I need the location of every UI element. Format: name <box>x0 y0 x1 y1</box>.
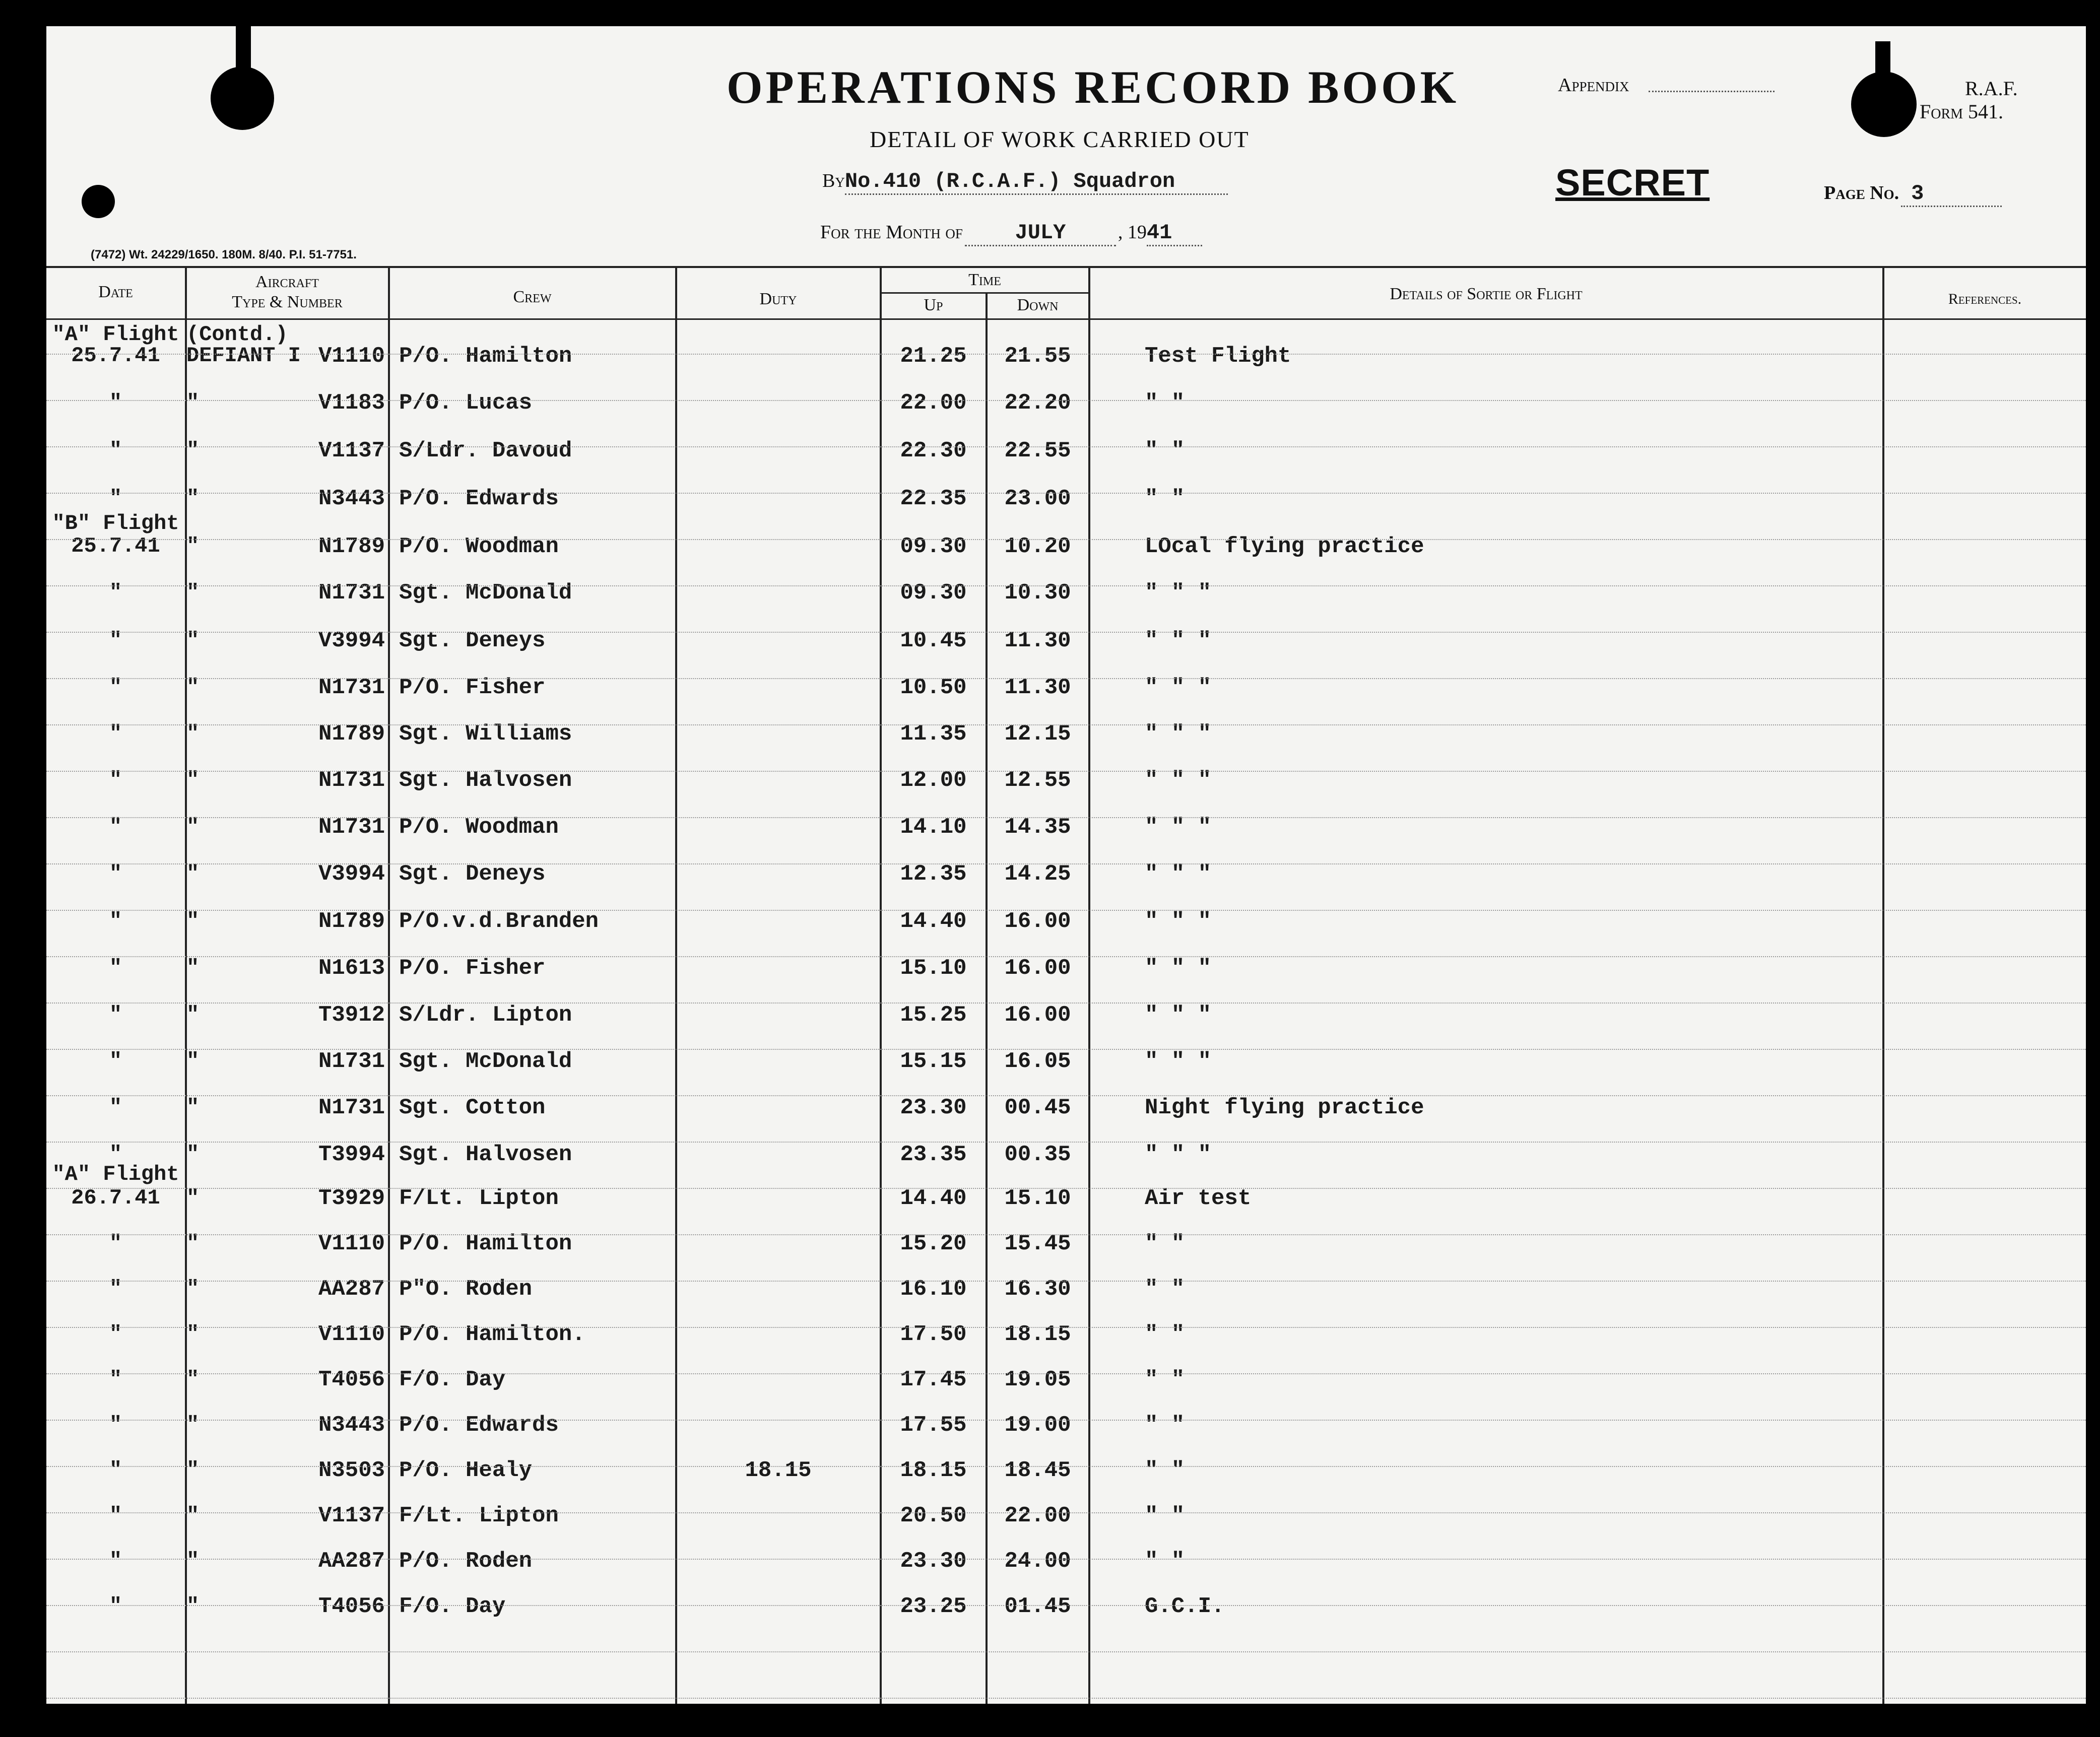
col-divider-details <box>1882 266 1884 1704</box>
cell-type: " <box>186 390 200 415</box>
cell-type: " <box>186 1186 200 1210</box>
cell-down: 00.45 <box>1004 1095 1071 1120</box>
cell-down: 22.00 <box>1004 1503 1071 1528</box>
cell-down: 14.25 <box>1004 861 1071 887</box>
cell-details: " " " <box>1145 1049 1212 1074</box>
cell-down: 11.30 <box>1004 675 1071 700</box>
ruling-line <box>46 910 2086 911</box>
cell-number: T4056 <box>318 1367 385 1392</box>
cell-number: V1137 <box>318 438 385 463</box>
cell-type: " <box>186 861 200 886</box>
month-value: JULY <box>965 221 1116 246</box>
cell-number: N1731 <box>318 1095 385 1120</box>
cell-number: V3994 <box>318 628 385 653</box>
ruling-line <box>46 1003 2086 1004</box>
cell-date: " <box>109 1503 122 1527</box>
ruling-line <box>46 678 2086 679</box>
cell-type: " <box>186 721 200 746</box>
cell-up: 11.35 <box>900 721 967 747</box>
cell-up: 18.15 <box>900 1458 967 1483</box>
header-bottom-border <box>46 318 2086 320</box>
cell-crew: Sgt. Halvosen <box>399 768 572 793</box>
cell-down: 10.20 <box>1004 534 1071 559</box>
cell-details: " " <box>1145 390 1185 416</box>
cell-crew: Sgt. Deneys <box>399 861 546 887</box>
cell-up: 14.40 <box>900 909 967 934</box>
cell-type: " <box>186 438 200 462</box>
cell-crew: P/O.v.d.Branden <box>399 909 599 934</box>
cell-details: Test Flight <box>1145 344 1291 369</box>
cell-crew: P/O. Edwards <box>399 1413 559 1438</box>
ruling-line <box>46 1651 2086 1652</box>
cell-up: 10.45 <box>900 628 967 653</box>
cell-number: T3929 <box>318 1186 385 1211</box>
cell-details: " " " <box>1145 815 1212 840</box>
cell-down: 19.05 <box>1004 1367 1071 1392</box>
cell-number: N1731 <box>318 675 385 700</box>
cell-date: " <box>109 909 122 933</box>
ruling-line <box>46 493 2086 494</box>
cell-up: 14.10 <box>900 815 967 840</box>
cell-up: 22.30 <box>900 438 967 463</box>
cell-date: " <box>109 1594 122 1618</box>
cell-up: 15.25 <box>900 1003 967 1028</box>
cell-number: V1110 <box>318 1231 385 1256</box>
col-header-time: Time <box>968 271 1001 289</box>
time-split-line <box>880 292 1088 294</box>
cell-type: " <box>186 534 200 558</box>
month-label: For the Month of <box>820 222 963 243</box>
raf-label: R.A.F. <box>1965 77 2018 100</box>
cell-crew: Sgt. Cotton <box>399 1095 546 1120</box>
cell-number: T3994 <box>318 1142 385 1167</box>
cell-date: 25.7.41 <box>71 344 160 368</box>
page-number: 3 <box>1901 181 2002 207</box>
cell-down: 21.55 <box>1004 344 1071 369</box>
cell-crew: Sgt. Williams <box>399 721 572 747</box>
cell-number: V1183 <box>318 390 385 416</box>
cell-type: " <box>186 1003 200 1027</box>
cell-date: " <box>109 580 122 605</box>
ruling-line <box>46 354 2086 355</box>
ruling-line <box>46 585 2086 586</box>
cell-down: 00.35 <box>1004 1142 1071 1167</box>
col-header-date: Date <box>98 283 133 301</box>
cell-date: "A" Flight <box>52 322 179 347</box>
cell-date: " <box>109 815 122 839</box>
cell-date: " <box>109 1549 122 1573</box>
cell-number: V3994 <box>318 861 385 887</box>
cell-down: 23.00 <box>1004 486 1071 511</box>
ruling-line <box>46 1281 2086 1282</box>
cell-number: N1731 <box>318 1049 385 1074</box>
cell-date: " <box>109 1458 122 1482</box>
cell-crew: Sgt. Deneys <box>399 628 546 653</box>
col-header-aircraft-line1: Aircraft <box>255 273 319 291</box>
cell-details: LOcal flying practice <box>1145 534 1424 559</box>
cell-crew: Sgt. McDonald <box>399 1049 572 1074</box>
cell-down: 16.00 <box>1004 1003 1071 1028</box>
cell-type: " <box>186 1458 200 1482</box>
cell-details: " " " <box>1145 1142 1212 1167</box>
punch-hole-small <box>82 185 115 218</box>
cell-up: 21.25 <box>900 344 967 369</box>
cell-date: " <box>109 675 122 699</box>
cell-crew: P/O. Woodman <box>399 815 559 840</box>
binder-hole-right <box>1851 72 1917 137</box>
cell-number: N1731 <box>318 580 385 606</box>
cell-type: " <box>186 956 200 980</box>
cell-crew: P"O. Roden <box>399 1277 533 1302</box>
ruling-line <box>46 1605 2086 1606</box>
col-header-details: Details of Sortie or Flight <box>1390 285 1583 303</box>
cell-crew: F/Lt. Lipton <box>399 1186 559 1211</box>
cell-date: " <box>109 438 122 462</box>
secret-stamp: SECRET <box>1555 162 1710 204</box>
ruling-line <box>46 1095 2086 1096</box>
cell-number: T4056 <box>318 1594 385 1619</box>
ruling-line <box>46 1420 2086 1421</box>
table-top-border <box>46 266 2086 268</box>
cell-details: G.C.I. <box>1145 1594 1225 1619</box>
squadron-line <box>822 169 1228 195</box>
cell-crew: S/Ldr. Davoud <box>399 438 572 463</box>
cell-crew: P/O. Woodman <box>399 534 559 559</box>
page-number-line <box>1824 181 2002 207</box>
cell-date: 26.7.41 <box>71 1186 160 1210</box>
cell-up: 14.40 <box>900 1186 967 1211</box>
cell-up: 23.30 <box>900 1095 967 1120</box>
cell-date: " <box>109 1231 122 1255</box>
cell-crew: Sgt. Halvosen <box>399 1142 572 1167</box>
cell-date: 25.7.41 <box>71 534 160 558</box>
cell-up: 20.50 <box>900 1503 967 1528</box>
cell-down: 18.15 <box>1004 1322 1071 1347</box>
cell-date: " <box>109 956 122 980</box>
cell-up: 12.35 <box>900 861 967 887</box>
cell-crew: F/O. Day <box>399 1594 506 1619</box>
cell-details: " " " <box>1145 580 1212 606</box>
ruling-line <box>46 1466 2086 1467</box>
cell-crew: P/O. Hamilton. <box>399 1322 585 1347</box>
cell-down: 16.00 <box>1004 956 1071 981</box>
cell-details: " " " <box>1145 768 1212 793</box>
ruling-line <box>46 400 2086 401</box>
cell-type: " <box>186 580 200 605</box>
cell-number: AA287 <box>318 1549 385 1574</box>
col-header-up: Up <box>924 296 943 314</box>
col-divider-duty <box>880 266 882 1704</box>
cell-type: (Contd.) <box>186 322 288 347</box>
ruling-line <box>46 1327 2086 1328</box>
cell-details: " " " <box>1145 861 1212 887</box>
cell-crew: Sgt. McDonald <box>399 580 572 606</box>
cell-down: 12.55 <box>1004 768 1071 793</box>
cell-number: T3912 <box>318 1003 385 1028</box>
cell-number: N1731 <box>318 815 385 840</box>
cell-details: " " " <box>1145 721 1212 747</box>
ruling-line <box>46 1512 2086 1513</box>
cell-up: 15.10 <box>900 956 967 981</box>
cell-type: " <box>186 1095 200 1119</box>
cell-crew: P/O. Hamilton <box>399 1231 572 1256</box>
cell-details: " " " <box>1145 675 1212 700</box>
col-header-crew: Crew <box>513 288 552 306</box>
cell-type: " <box>186 1594 200 1618</box>
cell-details: " " <box>1145 1231 1185 1256</box>
cell-up: 12.00 <box>900 768 967 793</box>
cell-crew: F/O. Day <box>399 1367 506 1392</box>
col-header-aircraft <box>186 272 388 312</box>
ruling-line <box>46 1142 2086 1143</box>
cell-crew: F/Lt. Lipton <box>399 1503 559 1528</box>
cell-type: " <box>186 1231 200 1255</box>
cell-up: 10.50 <box>900 675 967 700</box>
cell-number: N1731 <box>318 768 385 793</box>
cell-down: 01.45 <box>1004 1594 1071 1619</box>
cell-up: 15.15 <box>900 1049 967 1074</box>
cell-down: 16.00 <box>1004 909 1071 934</box>
cell-details: Air test <box>1145 1186 1252 1211</box>
cell-details: " " " <box>1145 909 1212 934</box>
ruling-line <box>46 1188 2086 1189</box>
cell-date: " <box>109 861 122 886</box>
cell-crew: P/O. Lucas <box>399 390 533 416</box>
cell-date: " <box>109 1413 122 1437</box>
cell-type: " <box>186 1049 200 1073</box>
cell-details: " " <box>1145 438 1185 463</box>
cell-number: N1789 <box>318 909 385 934</box>
cell-down: 10.30 <box>1004 580 1071 606</box>
cell-crew: P/O. Edwards <box>399 486 559 511</box>
cell-up: 22.00 <box>900 390 967 416</box>
cell-date: " <box>109 768 122 792</box>
cell-crew: P/O. Fisher <box>399 675 546 700</box>
ruling-line <box>46 863 2086 864</box>
cell-details: " " <box>1145 1322 1185 1347</box>
cell-down: 16.05 <box>1004 1049 1071 1074</box>
cell-down: 12.15 <box>1004 721 1071 747</box>
col-header-aircraft-line2: Type & Number <box>232 293 343 311</box>
cell-crew: P/O. Hamilton <box>399 344 572 369</box>
appendix-label: Appendix <box>1558 75 1629 96</box>
col-divider-down <box>1088 266 1090 1704</box>
cell-details: " " <box>1145 1503 1185 1528</box>
ruling-line <box>46 771 2086 772</box>
ruling-line <box>46 632 2086 633</box>
ruling-line <box>46 956 2086 957</box>
col-header-down: Down <box>1017 296 1059 314</box>
cell-number: V1110 <box>318 1322 385 1347</box>
cell-details: " " " <box>1145 956 1212 981</box>
cell-up: 17.50 <box>900 1322 967 1347</box>
cell-down: 16.30 <box>1004 1277 1071 1302</box>
ruling-line <box>46 724 2086 725</box>
cell-type: " <box>186 628 200 652</box>
cell-down: 24.00 <box>1004 1549 1071 1574</box>
ruling-line <box>46 1373 2086 1374</box>
cell-type: " <box>186 675 200 699</box>
cell-date: " <box>109 1095 122 1119</box>
cell-down: 14.35 <box>1004 815 1071 840</box>
ruling-line <box>46 539 2086 540</box>
cell-crew: P/O. Fisher <box>399 956 546 981</box>
cell-type: " <box>186 1503 200 1527</box>
cell-date: " <box>109 721 122 746</box>
cell-type: " <box>186 1413 200 1437</box>
cell-date: " <box>109 1322 122 1346</box>
cell-number: N3503 <box>318 1458 385 1483</box>
ruling-line <box>46 1698 2086 1699</box>
cell-down: 15.10 <box>1004 1186 1071 1211</box>
printer-imprint: (7472) Wt. 24229/1650. 180M. 8/40. P.I. 51-7751. <box>91 248 357 261</box>
cell-details: " " <box>1145 1367 1185 1392</box>
cell-type: " <box>186 909 200 933</box>
cell-number: N1789 <box>318 534 385 559</box>
cell-up: 09.30 <box>900 534 967 559</box>
year-prefix: , 19 <box>1118 222 1147 243</box>
cell-up: 17.55 <box>900 1413 967 1438</box>
cell-up: 09.30 <box>900 580 967 606</box>
ruling-line <box>46 1234 2086 1235</box>
ruling-line <box>46 446 2086 447</box>
cell-down: 11.30 <box>1004 628 1071 653</box>
cell-type: DEFIANT I <box>186 344 301 368</box>
cell-details: " " " <box>1145 1003 1212 1028</box>
form-number: Form 541. <box>1920 100 2004 123</box>
cell-number: N1789 <box>318 721 385 747</box>
cell-details: " " <box>1145 1277 1185 1302</box>
cell-date: " <box>109 1003 122 1027</box>
binder-hole-left <box>211 66 274 130</box>
cell-crew: S/Ldr. Lipton <box>399 1003 572 1028</box>
cell-details: " " <box>1145 1549 1185 1574</box>
col-header-references: References. <box>1948 291 2022 307</box>
cell-down: 15.45 <box>1004 1231 1071 1256</box>
cell-type: " <box>186 1142 200 1166</box>
cell-down: 22.55 <box>1004 438 1071 463</box>
page-label: Page No. <box>1824 182 1899 204</box>
cell-date: " <box>109 1142 122 1166</box>
cell-type: " <box>186 1322 200 1346</box>
cell-number: AA287 <box>318 1277 385 1302</box>
cell-crew: P/O. Roden <box>399 1549 533 1574</box>
cell-type: " <box>186 768 200 792</box>
cell-type: " <box>186 1277 200 1301</box>
ruling-line <box>46 817 2086 818</box>
cell-date: " <box>109 628 122 652</box>
appendix-field <box>1649 91 1775 92</box>
form-subtitle: DETAIL OF WORK CARRIED OUT <box>870 126 1250 152</box>
cell-down: 19.00 <box>1004 1413 1071 1438</box>
cell-up: 17.45 <box>900 1367 967 1392</box>
cell-date: " <box>109 390 122 415</box>
cell-date: " <box>109 1367 122 1391</box>
ruling-line <box>46 1559 2086 1560</box>
cell-type: " <box>186 1549 200 1573</box>
cell-date: "B" Flight <box>52 511 179 536</box>
cell-details: " " <box>1145 1458 1185 1483</box>
cell-date: " <box>109 1049 122 1073</box>
cell-up: 23.30 <box>900 1549 967 1574</box>
col-divider-crew <box>675 266 677 1704</box>
cell-date: " <box>109 486 122 510</box>
cell-up: 22.35 <box>900 486 967 511</box>
cell-details: " " <box>1145 1413 1185 1438</box>
record-sheet <box>46 26 2086 1704</box>
by-label: By <box>822 170 845 191</box>
col-divider-date <box>185 266 187 1704</box>
year-suffix: 41 <box>1147 221 1202 246</box>
cell-duty: 18.15 <box>745 1458 812 1483</box>
cell-date: "A" Flight <box>52 1162 179 1186</box>
cell-number: V1137 <box>318 1503 385 1528</box>
form-title: OPERATIONS RECORD BOOK <box>727 61 1460 113</box>
cell-details: Night flying practice <box>1145 1095 1424 1120</box>
ruling-line <box>46 1049 2086 1050</box>
col-header-duty: Duty <box>759 290 797 308</box>
cell-details: " " <box>1145 486 1185 511</box>
cell-number: V1110 <box>318 344 385 369</box>
cell-type: " <box>186 815 200 839</box>
month-line <box>820 221 1202 246</box>
cell-number: N3443 <box>318 486 385 511</box>
cell-number: N3443 <box>318 1413 385 1438</box>
col-divider-aircraft <box>388 266 390 1704</box>
cell-details: " " " <box>1145 628 1212 653</box>
cell-date: " <box>109 1277 122 1301</box>
cell-type: " <box>186 486 200 510</box>
cell-up: 15.20 <box>900 1231 967 1256</box>
cell-up: 23.35 <box>900 1142 967 1167</box>
cell-down: 22.20 <box>1004 390 1071 416</box>
cell-down: 18.45 <box>1004 1458 1071 1483</box>
cell-crew: P/O. Healy <box>399 1458 533 1483</box>
cell-up: 23.25 <box>900 1594 967 1619</box>
cell-up: 16.10 <box>900 1277 967 1302</box>
cell-number: N1613 <box>318 956 385 981</box>
squadron-value: No.410 (R.C.A.F.) Squadron <box>845 169 1228 195</box>
cell-type: " <box>186 1367 200 1391</box>
